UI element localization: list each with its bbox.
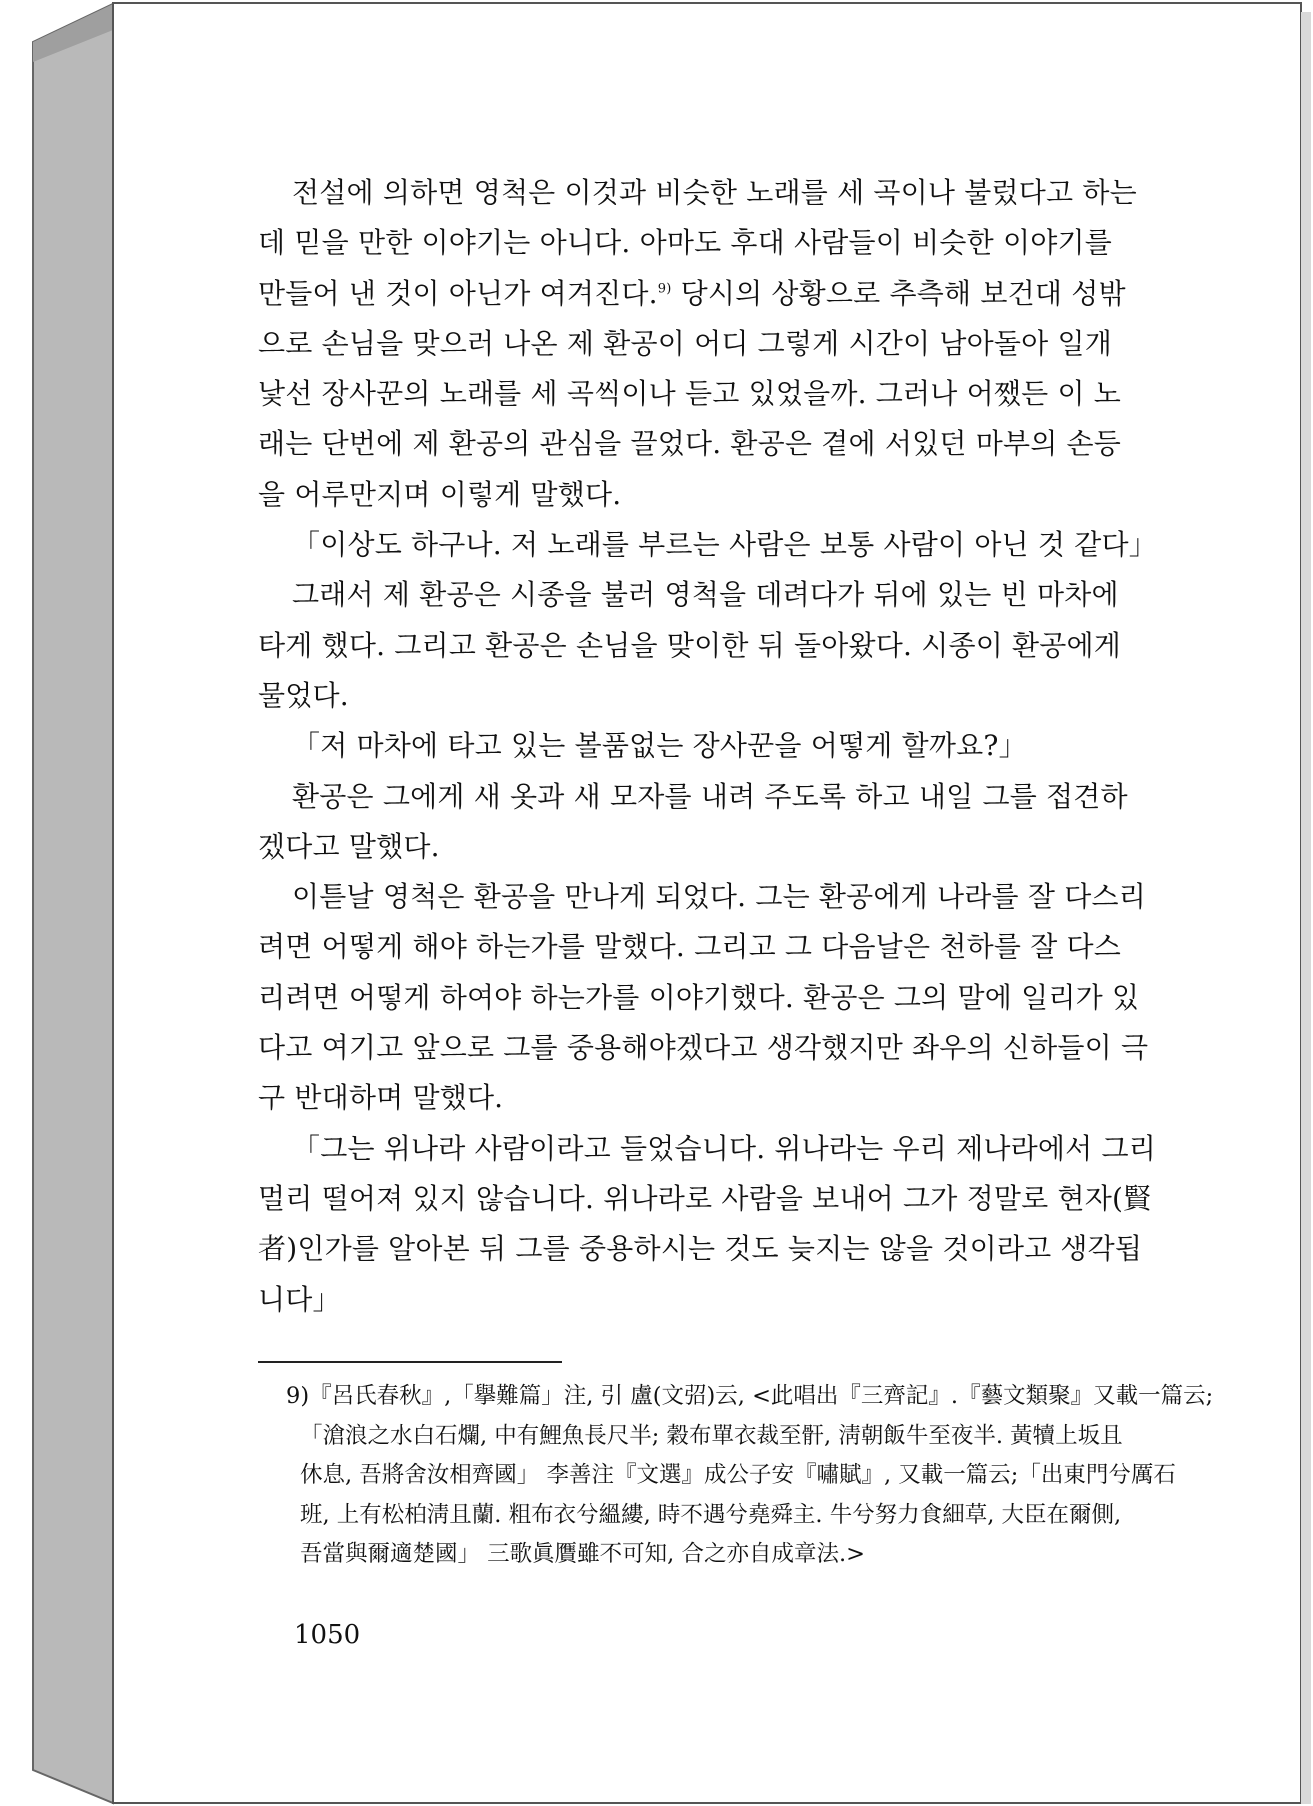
quote-line: 「저 마차에 타고 있는 볼품없는 장사꾼을 어떻게 할까요?」 bbox=[292, 729, 1027, 763]
body-line: 물었다. bbox=[258, 678, 349, 712]
body-line: 낯선 장사꾼의 노래를 세 곡씩이나 듣고 있었을까. 그러나 어쨌든 이 노 bbox=[258, 377, 1122, 411]
footnote-divider bbox=[258, 1361, 562, 1363]
quote-line: 「이상도 하구나. 저 노래를 부르는 사람은 보통 사람이 아닌 것 같다」 bbox=[292, 528, 1157, 562]
body-line: 겠다고 말했다. bbox=[258, 829, 440, 863]
footnote-line: 「滄浪之水白石爛, 中有鯉魚長尺半; 穀布單衣裁至骭, 淸朝飯牛至夜半. 黃犢上坂且 bbox=[300, 1422, 1123, 1449]
body-line: 으로 손님을 맞으러 나온 제 환공이 어디 그렇게 시간이 남아돌아 일개 bbox=[258, 326, 1112, 360]
quote-line: 멀리 떨어져 있지 않습니다. 위나라로 사람을 보내어 그가 정말로 현자(賢 bbox=[258, 1181, 1152, 1215]
footnotes bbox=[258, 1377, 1214, 1575]
body-line: 그래서 제 환공은 시종을 불러 영척을 데려다가 뒤에 있는 빈 마차에 bbox=[292, 578, 1119, 612]
body-line: 을 어루만지며 이렇게 말했다. bbox=[258, 477, 622, 511]
footnote-line: 班, 上有松柏淸且蘭. 粗布衣兮縕縷, 時不遇兮堯舜主. 牛兮努力食細草, 大臣在爾側, bbox=[300, 1501, 1122, 1528]
body-line: 다고 여기고 앞으로 그를 중용해야겠다고 생각했지만 좌우의 신하들이 극 bbox=[258, 1031, 1149, 1065]
body-line: 타게 했다. 그리고 환공은 손님을 맞이한 뒤 돌아왔다. 시종이 환공에게 bbox=[258, 628, 1122, 662]
body-line: 전설에 의하면 영척은 이것과 비슷한 노래를 세 곡이나 불렀다고 하는 bbox=[292, 176, 1137, 209]
page-shadow bbox=[1301, 12, 1311, 1804]
body-line: 리려면 어떻게 하여야 하는가를 이야기했다. 환공은 그의 말에 일리가 있 bbox=[258, 980, 1140, 1014]
body-line-text: 만들어 낸 것이 아닌가 여겨진다. bbox=[258, 276, 658, 310]
body-line: 려면 어떻게 해야 하는가를 말했다. 그리고 그 다음날은 천하를 잘 다스 bbox=[258, 930, 1122, 964]
body-line: 래는 단번에 제 환공의 관심을 끌었다. 환공은 곁에 서있던 마부의 손등 bbox=[258, 427, 1122, 461]
quote-line: 니다」 bbox=[258, 1282, 341, 1316]
footnote-line: 9)『呂氏春秋』,「擧難篇」注, 引 盧(文弨)云, <此唱出『三齊記』.『藝文類聚』又載一篇云; bbox=[286, 1383, 1214, 1409]
page-number: 1050 bbox=[294, 1620, 361, 1650]
body-line: 이튿날 영척은 환공을 만나게 되었다. 그는 환공에게 나라를 잘 다스리 bbox=[292, 880, 1146, 914]
body-line-with-footnote bbox=[258, 269, 1170, 319]
body-line: 환공은 그에게 새 옷과 새 모자를 내려 주도록 하고 내일 그를 접견하 bbox=[292, 779, 1128, 813]
footnote-line: 吾當與爾適楚國」 三歌眞贋雖不可知, 合之亦自成章法.> bbox=[300, 1541, 865, 1567]
footnote-ref: 9) bbox=[657, 281, 672, 297]
body-line-tail: 당시의 상황으로 추측해 보건대 성밖 bbox=[671, 276, 1126, 310]
footnote-line: 休息, 吾將舍汝相齊國」 李善注『文選』成公子安『嘯賦』, 又載一篇云;「出東門兮厲石 bbox=[300, 1462, 1176, 1488]
body-line: 데 믿을 만한 이야기는 아니다. 아마도 후대 사람들이 비슷한 이야기를 bbox=[258, 226, 1112, 260]
page-body bbox=[258, 168, 1170, 1325]
quote-line: 者)인가를 알아본 뒤 그를 중용하시는 것도 늦지는 않을 것이라고 생각됩 bbox=[258, 1232, 1143, 1266]
body-line: 구 반대하며 말했다. bbox=[258, 1081, 504, 1115]
book-spine bbox=[33, 4, 113, 1803]
quote-line: 「그는 위나라 사람이라고 들었습니다. 위나라는 우리 제나라에서 그리 bbox=[292, 1131, 1156, 1165]
